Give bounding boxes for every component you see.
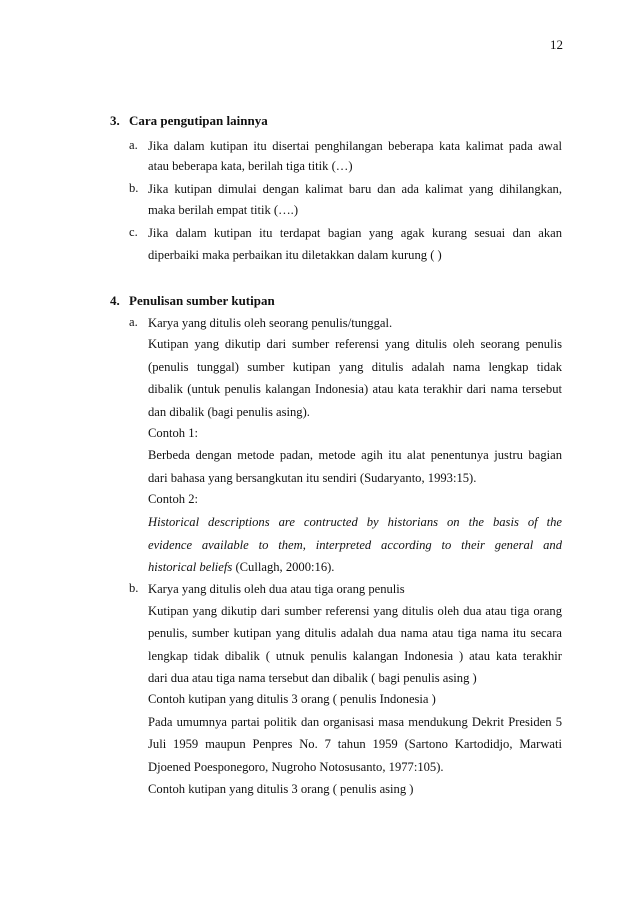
text-line: penulis, sumber kutipan yang ditulis adalah dua nama atau tiga nama itu secara	[148, 626, 562, 640]
list-marker-3a: a.	[129, 138, 138, 152]
example-label: Contoh 1:	[148, 426, 199, 440]
example-label: Contoh kutipan yang ditulis 3 orang ( penulis Indonesia )	[148, 692, 436, 706]
example-label: Contoh kutipan yang ditulis 3 orang ( penulis asing )	[148, 782, 414, 796]
text-line: Kutipan yang dikutip dari sumber referensi yang ditulis oleh dua atau tiga orang	[148, 604, 562, 618]
text-line: atau beberapa kata, berilah tiga titik (…)	[148, 159, 353, 173]
section-3-title: Cara pengutipan lainnya	[129, 113, 268, 128]
text-line: lengkap tidak dibalik ( utnuk penulis kalangan Indonesia ) atau kata terakhir	[148, 649, 562, 663]
text-line	[148, 559, 334, 575]
text-line: Pada umumnya partai politik dan organisasi masa mendukung Dekrit Presiden 5	[148, 715, 562, 729]
subheading-4b: Karya yang ditulis oleh dua atau tiga orang penulis	[148, 582, 405, 596]
page-number: 12	[550, 37, 563, 52]
text-line: Jika dalam kutipan itu disertai penghilangan beberapa kata kalimat pada awal	[148, 139, 562, 153]
list-marker-3c: c.	[129, 225, 138, 239]
text-line: maka berilah empat titik (….)	[148, 203, 299, 217]
text-line: Berbeda dengan metode padan, metode agih itu alat penentunya justru bagian	[148, 448, 562, 462]
text-line: diperbaiki maka perbaikan itu diletakkan dalam kurung ( )	[148, 248, 442, 262]
text-line: Jika dalam kutipan itu terdapat bagian yang agak kurang sesuai dan akan	[148, 226, 562, 240]
text-line: evidence available to them, interpreted according to their general and	[148, 538, 562, 552]
text-line: Historical descriptions are contructed by historians on the basis of the	[148, 515, 562, 529]
list-marker-4a: a.	[129, 315, 138, 329]
text-line: (penulis tunggal) sumber kutipan yang ditulis adalah nama lengkap tidak	[148, 360, 562, 374]
list-marker-4b: b.	[129, 581, 139, 595]
text-line: Kutipan yang dikutip dari sumber referensi yang ditulis oleh seorang penulis	[148, 337, 562, 351]
text-line: Juli 1959 maupun Penpres No. 7 tahun 1959 (Sartono Kartodidjo, Marwati	[148, 737, 562, 751]
list-marker-3b: b.	[129, 181, 139, 195]
section-3-heading	[110, 113, 268, 129]
subheading-4a: Karya yang ditulis oleh seorang penulis/tunggal.	[148, 316, 393, 330]
section-3-number: 3.	[110, 113, 120, 128]
text-line: dan dibalik (bagi penulis asing).	[148, 405, 310, 419]
text-line: dari bahasa yang bersangkutan itu sendiri (Sudaryanto, 1993:15).	[148, 471, 477, 485]
section-4-number: 4.	[110, 293, 120, 308]
text-line: Jika kutipan dimulai dengan kalimat baru dan ada kalimat yang dihilangkan,	[148, 182, 562, 196]
example-label: Contoh 2:	[148, 492, 199, 506]
section-4-title: Penulisan sumber kutipan	[129, 293, 275, 308]
citation-text: (Cullagh, 2000:16).	[232, 560, 335, 574]
text-line: Djoened Poesponegoro, Nugroho Notosusanto, 1977:105).	[148, 760, 444, 774]
text-line: dari dua atau tiga nama tersebut dan dibalik ( bagi penulis asing )	[148, 671, 477, 685]
section-4-heading	[110, 293, 275, 309]
italic-text: historical beliefs	[148, 560, 233, 574]
text-line: dibalik (untuk penulis kalangan Indonesia) atau kata terakhir dari nama tersebut	[148, 382, 562, 396]
